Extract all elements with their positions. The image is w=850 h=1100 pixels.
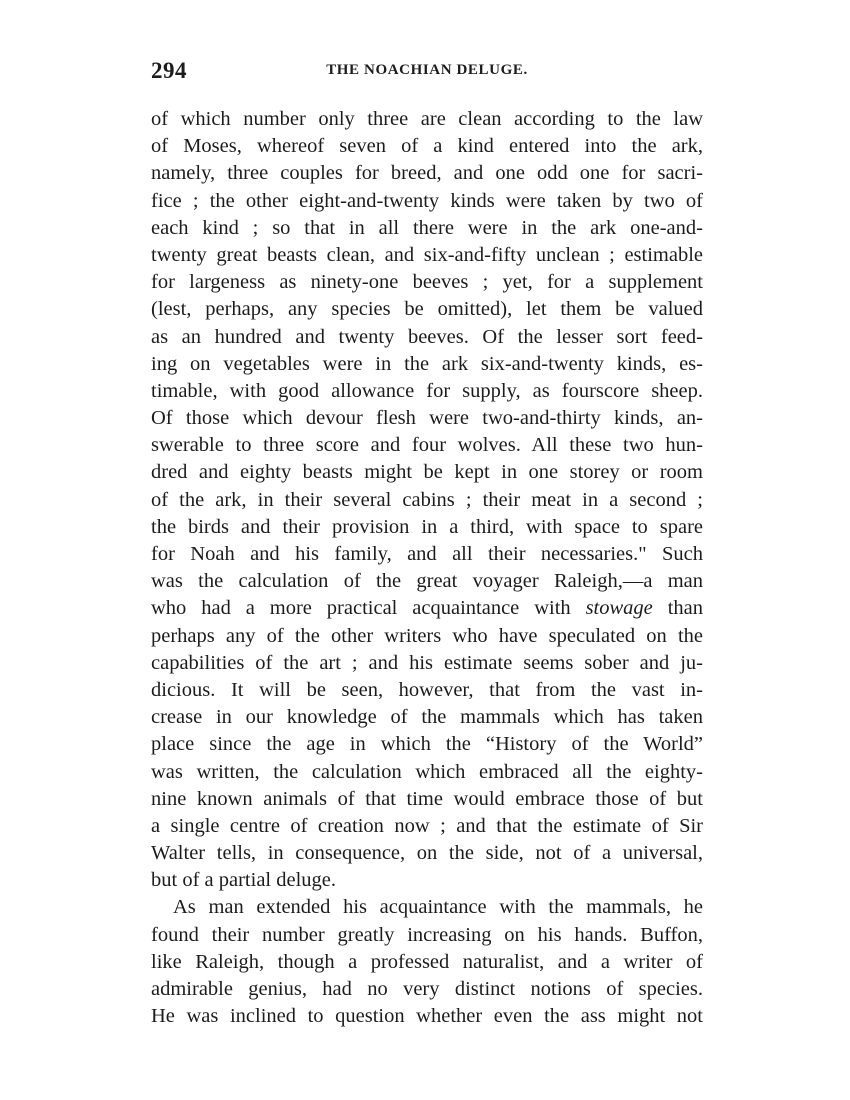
text-line: dred and eighty beasts might be kept in one storey or room bbox=[151, 461, 703, 484]
text-line: like Raleigh, though a professed naturalist, and a writer of bbox=[151, 950, 703, 973]
text-line: as an hundred and twenty beeves. Of the lesser sort feed- bbox=[151, 325, 703, 348]
text-line: (lest, perhaps, any species be omitted), let them be valued bbox=[151, 298, 703, 321]
text-line: timable, with good allowance for supply, as fourscore sheep. bbox=[151, 379, 703, 402]
text-line: place since the age in which the “History of the World” bbox=[151, 733, 703, 756]
text-line: Of those which devour flesh were two-and-thirty kinds, an- bbox=[151, 407, 703, 430]
text-line: of the ark, in their several cabins ; their meat in a second ; bbox=[151, 488, 703, 511]
paragraph-2 bbox=[151, 894, 703, 1030]
text-line: crease in our knowledge of the mammals which has taken bbox=[151, 706, 703, 729]
text-line: of Moses, whereof seven of a kind entered into the ark, bbox=[151, 135, 703, 158]
running-title: THE NOACHIAN DELUGE. bbox=[326, 62, 528, 78]
text-line: found their number greatly increasing on his hands. Buffon, bbox=[151, 923, 703, 946]
text-line: He was inclined to question whether even the ass might not bbox=[151, 1005, 703, 1028]
text-line: perhaps any of the other writers who have speculated on the bbox=[151, 624, 703, 647]
text-line: was the calculation of the great voyager Raleigh,—a man bbox=[151, 570, 703, 593]
text-line: ing on vegetables were in the ark six-and-twenty kinds, es- bbox=[151, 352, 703, 375]
paragraph-1 bbox=[151, 106, 703, 894]
book-page bbox=[151, 58, 703, 1030]
text-line: a single centre of creation now ; and that the estimate of Sir bbox=[151, 814, 703, 837]
text-line: of which number only three are clean according to the law bbox=[151, 108, 703, 130]
text-line: dicious. It will be seen, however, that from the vast in- bbox=[151, 678, 703, 701]
text-line: As man extended his acquaintance with the mammals, he bbox=[173, 896, 703, 919]
italic-word: stowage bbox=[585, 597, 653, 620]
text-line: Walter tells, in consequence, on the side, not of a universal, bbox=[151, 842, 703, 865]
text-line: admirable genius, had no very distinct notions of species. bbox=[151, 978, 703, 1000]
page-number: 294 bbox=[151, 58, 187, 83]
text-line: nine known animals of that time would embrace those of but bbox=[151, 787, 703, 810]
text-line: for Noah and his family, and all their necessaries." Such bbox=[151, 543, 703, 565]
text-line: swerable to three score and four wolves. All these two hun- bbox=[151, 434, 703, 457]
text-line: each kind ; so that in all there were in the ark one-and- bbox=[151, 216, 703, 239]
text-line: capabilities of the art ; and his estimate seems sober and ju- bbox=[151, 651, 703, 674]
text-line: the birds and their provision in a third, with space to spare bbox=[151, 515, 703, 538]
text-line: was written, the calculation which embraced all the eighty- bbox=[151, 760, 703, 783]
text-line: for largeness as ninety-one beeves ; yet, for a supplement bbox=[151, 271, 703, 294]
text-line: but of a partial deluge. bbox=[151, 869, 337, 892]
text-line-with-italic: who had a more practical acquaintance with stowage than bbox=[151, 597, 703, 620]
text-line: namely, three couples for breed, and one odd one for sacri- bbox=[151, 162, 703, 185]
text-line: fice ; the other eight-and-twenty kinds were taken by two of bbox=[151, 189, 703, 212]
text-line: twenty great beasts clean, and six-and-fifty unclean ; estimable bbox=[151, 243, 703, 266]
running-head bbox=[151, 58, 703, 92]
